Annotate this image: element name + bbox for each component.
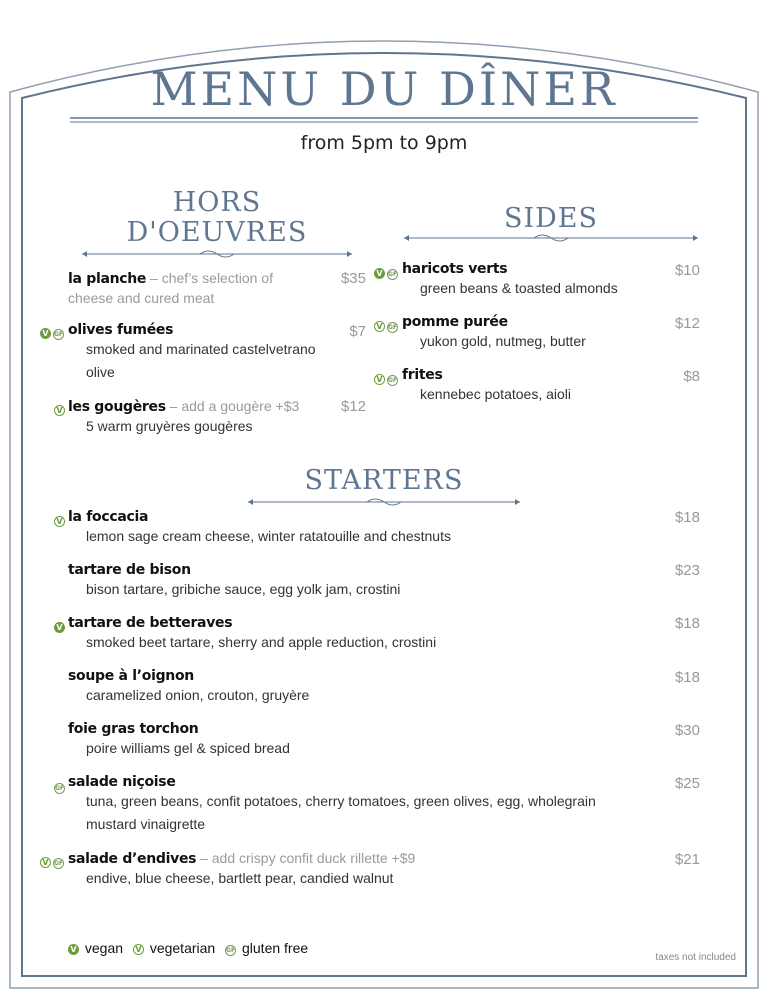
section-divider-sides [404,232,698,246]
item-price: $7 [349,323,366,340]
item-badges [54,618,67,636]
menu-item-salade-dendives [68,850,658,890]
item-badges [54,512,67,530]
item-desc: yukon gold, nutmeg, butter [420,333,586,349]
vegan-icon: V [40,328,51,339]
section-title-hors [82,188,352,248]
item-note: – add a gougère +$3 [165,398,300,414]
item-name: olives fumées [68,322,174,338]
menu-hours: from 5pm to 9pm [300,132,468,154]
item-name: tartare de betteraves [68,615,233,631]
item-name: foie gras torchon [68,721,199,737]
menu-item-tartare-de-bison [68,562,648,601]
item-note-cont: cheese and cured meat [68,290,215,306]
item-price: $35 [340,270,366,287]
taxes-note: taxes not included [655,952,736,963]
item-note: – chef’s selection of [146,270,273,286]
item-price: $18 [674,509,700,526]
item-name: soupe à l’oignon [68,668,194,684]
menu-item-foie-gras-torchon [68,721,648,760]
menu-item-haricots-verts [402,261,662,300]
gluten-free-icon: GF [54,331,64,338]
gluten-free-icon: GF [388,271,398,278]
vegetarian-icon: V [54,516,65,527]
dietary-legend [68,940,314,956]
item-price: $23 [674,562,700,579]
vegetarian-icon: V [133,944,144,955]
menu-item-la-planche [68,270,358,310]
item-price: $10 [674,262,700,279]
legend-gluten-free: gluten free [242,940,309,956]
item-name: la foccacia [68,509,149,525]
item-desc-cont: mustard vinaigrette [86,816,206,832]
menu-item-olives-fumees [68,322,358,384]
item-price: $21 [674,851,700,868]
item-badges [40,853,66,871]
item-name: salade niçoise [68,774,176,790]
item-name: salade d’endives [68,851,197,867]
item-name: les gougères [68,399,166,415]
item-desc: bison tartare, gribiche sauce, egg yolk jam, crostini [86,581,401,597]
vegetarian-icon: V [40,857,51,868]
item-desc: poire williams gel & spiced bread [86,740,290,756]
section-divider-hors [82,248,352,262]
section-title-hors-line2: D'OEUVRES [126,217,308,248]
item-price: $8 [683,368,700,385]
item-note: – add crispy confit duck rillette +$9 [196,850,416,866]
gluten-free-icon: GF [388,324,398,331]
item-badges [374,264,400,282]
item-name: tartare de bison [68,562,191,578]
item-desc: smoked and marinated castelvetrano [86,341,316,357]
item-name: haricots verts [402,261,508,277]
item-price: $18 [674,669,700,686]
menu-item-pomme-puree [402,314,662,353]
item-desc: kennebec potatoes, aioli [420,386,571,402]
section-divider-starters [248,496,520,510]
item-badges [54,401,67,419]
item-price: $18 [674,615,700,632]
menu-item-frites [402,367,662,406]
item-desc: lemon sage cream cheese, winter ratatouille and chestnuts [86,528,451,544]
item-name: la planche [68,271,147,287]
item-name: frites [402,367,443,383]
section-title-starters: STARTERS [304,465,464,496]
item-desc-cont: olive [86,364,115,380]
vegetarian-icon: V [374,321,385,332]
vegan-icon: V [54,622,65,633]
item-badges [54,778,67,796]
menu-item-tartare-de-betteraves [68,615,648,654]
vegetarian-icon: V [374,374,385,385]
menu-item-la-foccacia [68,509,648,548]
item-desc: endive, blue cheese, bartlett pear, candied walnut [86,870,394,886]
gluten-free-icon: GF [54,860,64,867]
section-title-hors-line1: HORS [172,187,262,218]
legend-vegan: vegan [84,940,124,956]
item-price: $12 [340,398,366,415]
vegan-icon: V [374,268,385,279]
legend-vegetarian: vegetarian [149,940,216,956]
menu-item-salade-nicoise [68,774,658,836]
menu-title: MENU DU DÎNER [150,62,618,116]
item-badges [374,370,400,388]
item-name: pomme purée [402,314,508,330]
menu-item-les-gougeres [68,398,358,438]
item-price: $30 [674,722,700,739]
vegan-icon: V [68,944,79,955]
gluten-free-icon: GF [55,785,65,792]
item-price: $25 [674,775,700,792]
gluten-free-icon: GF [226,947,236,954]
item-desc: smoked beet tartare, sherry and apple reduction, crostini [86,634,437,650]
item-desc: tuna, green beans, confit potatoes, cherry tomatoes, green olives, egg, wholegrain [86,793,596,809]
item-badges [374,317,400,335]
vegetarian-icon: V [54,405,65,416]
item-desc: green beans & toasted almonds [420,280,618,296]
item-badges [40,324,66,342]
gluten-free-icon: GF [388,377,398,384]
item-desc: caramelized onion, crouton, gruyère [86,687,310,703]
item-desc: 5 warm gruyères gougères [86,418,253,434]
section-title-sides: SIDES [503,203,598,234]
item-price: $12 [674,315,700,332]
menu-item-soupe-a-loignon [68,668,648,707]
